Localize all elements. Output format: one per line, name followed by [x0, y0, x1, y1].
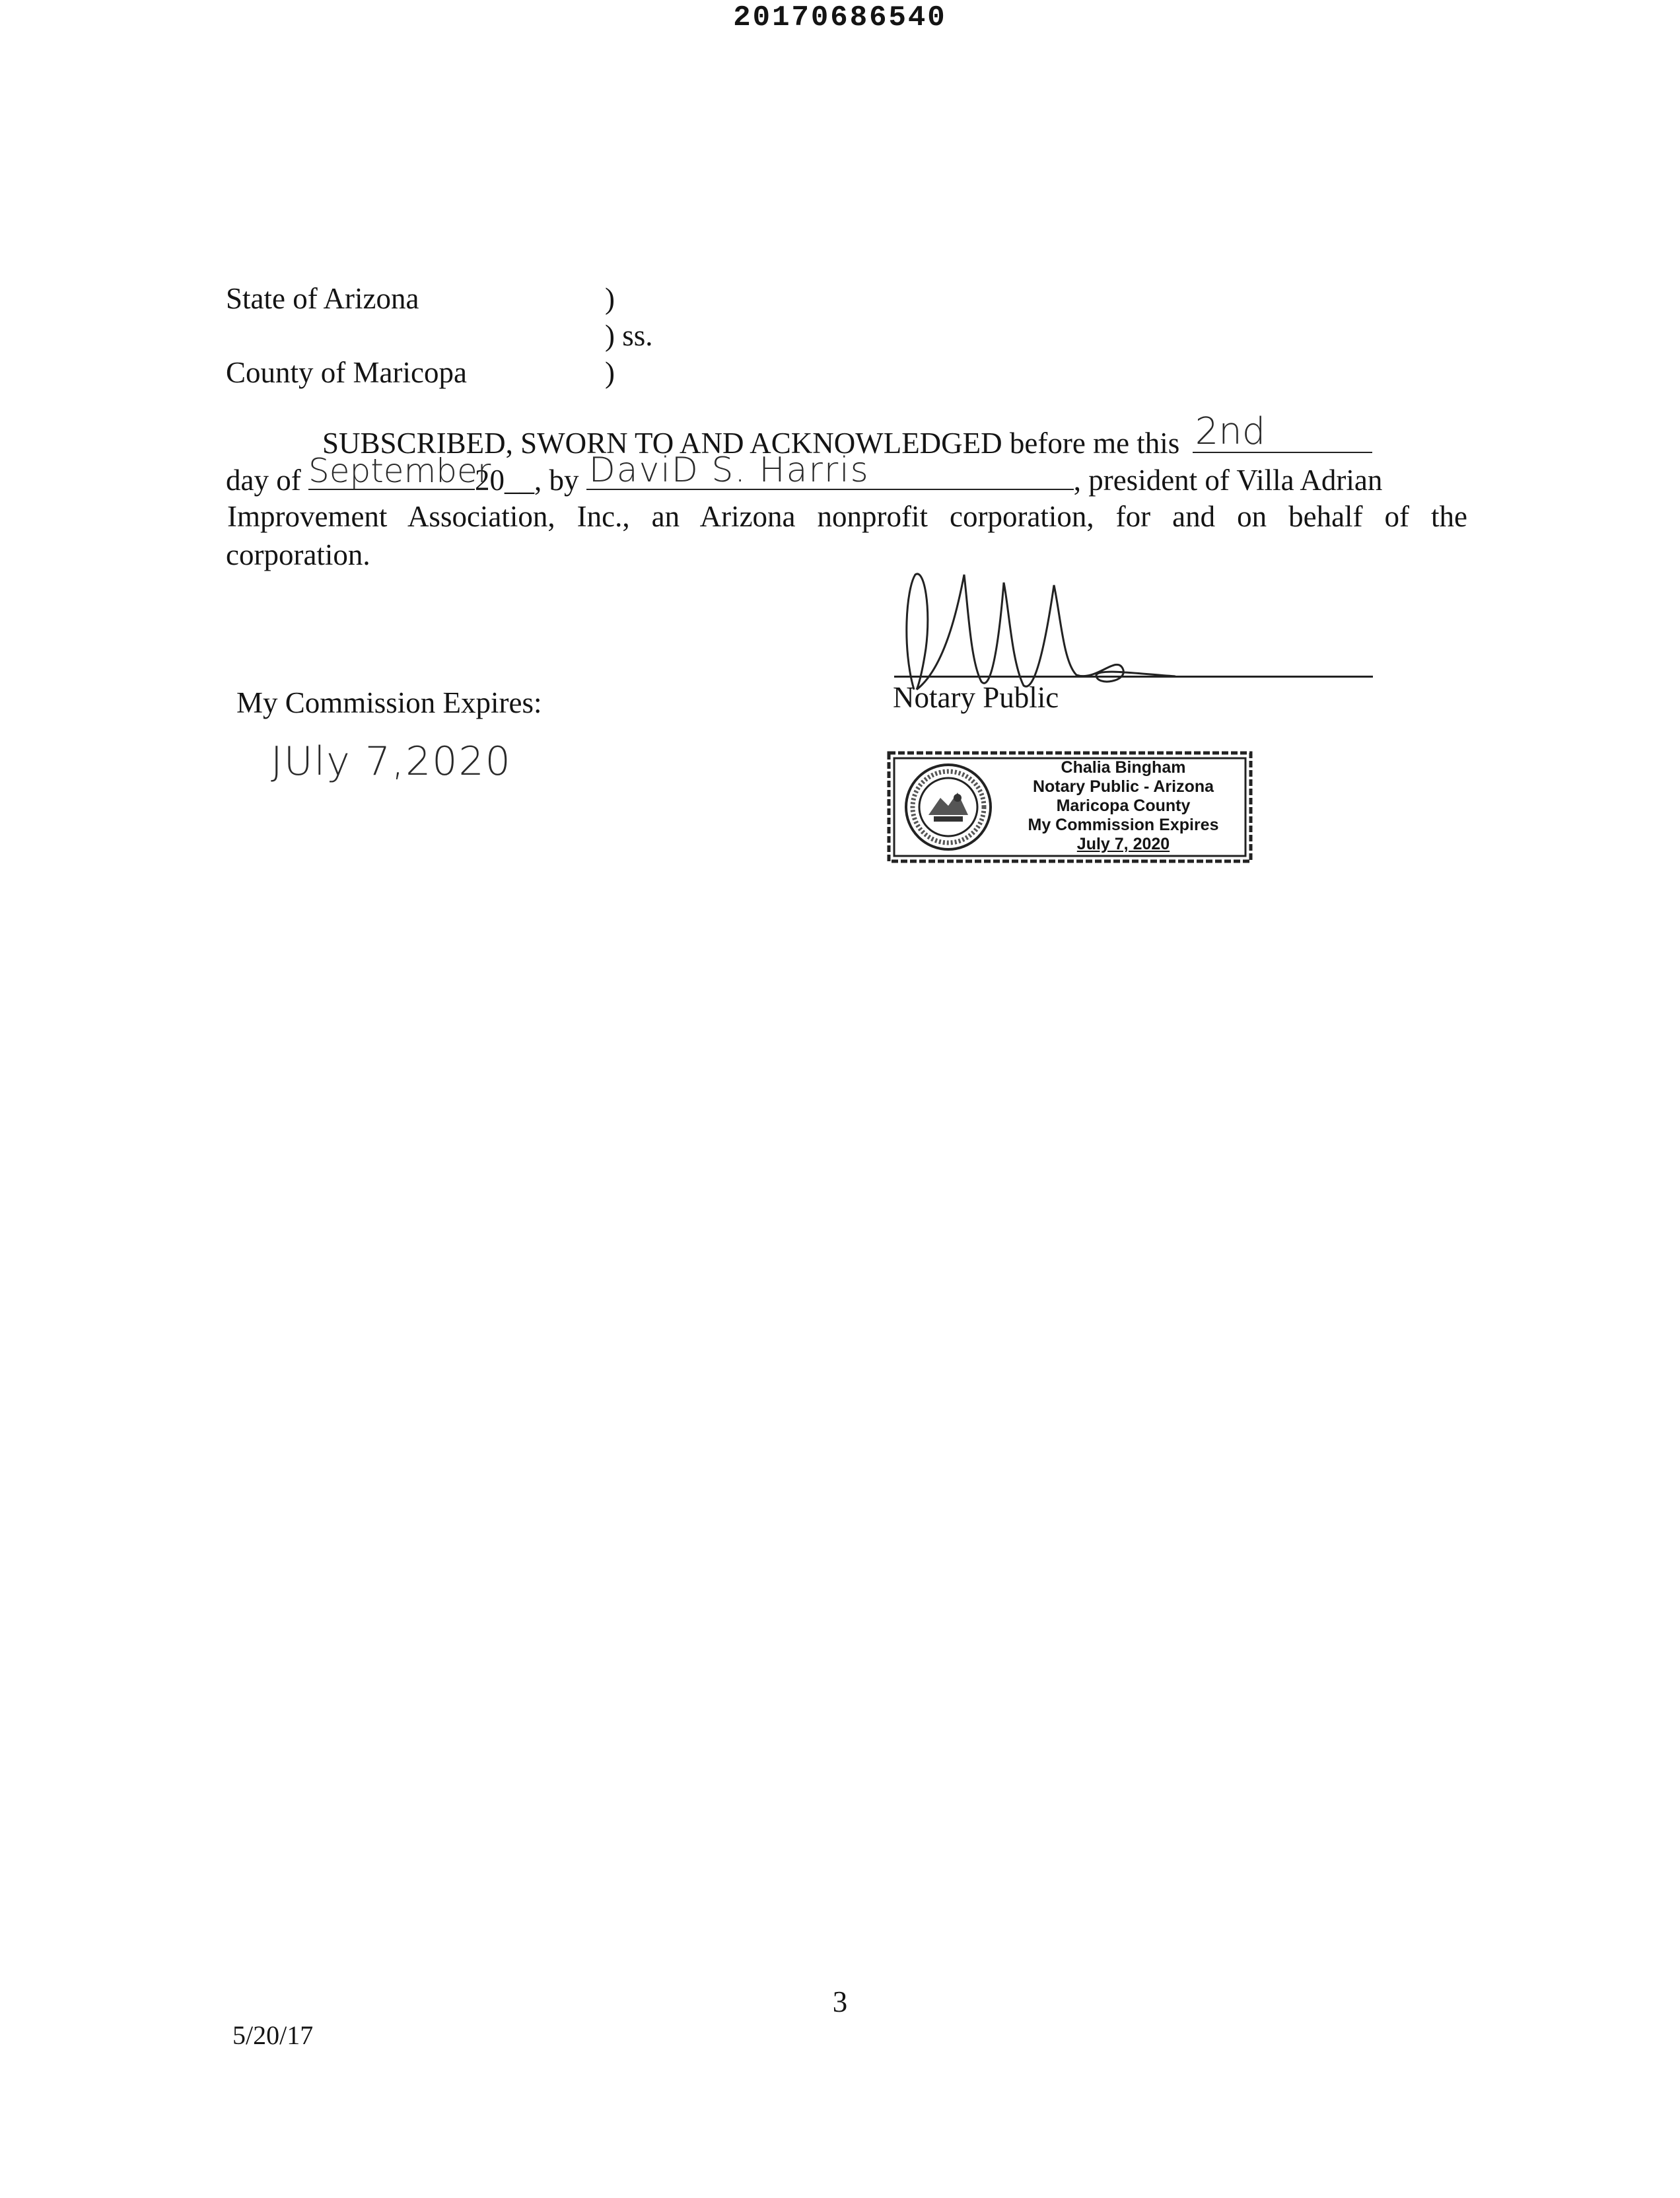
venue-paren-1: )	[605, 282, 615, 315]
revision-date: 5/20/17	[232, 2020, 314, 2050]
day-blank	[1193, 410, 1372, 453]
seal-text-block	[1001, 758, 1245, 854]
day-of-label: day of	[226, 464, 301, 497]
document-number: 20170686540	[733, 1, 947, 34]
notary-public-label: Notary Public	[893, 681, 1059, 714]
seal-notary-name: Chalia Bingham	[1061, 758, 1186, 777]
day-handwritten: 2nd	[1195, 410, 1266, 453]
venue-county: County of Maricopa	[226, 356, 467, 389]
acknowledgment-line-4: corporation.	[226, 538, 370, 571]
name-handwritten: DaviD S. Harris	[588, 450, 870, 490]
month-blank	[308, 452, 491, 490]
venue-paren-ss: ) ss.	[605, 319, 653, 352]
notary-seal	[885, 749, 1255, 865]
acknowledgment-line-3: Improvement Association, Inc., an Arizona nonprofit corporation, for and on behalf of the	[227, 500, 1467, 533]
name-blank	[586, 450, 1074, 490]
venue-paren-3: )	[605, 356, 615, 389]
acknowledgment-heading: SUBSCRIBED, SWORN TO AND ACKNOWLEDGED before me this	[322, 427, 1180, 460]
arizona-state-seal-icon	[902, 761, 995, 853]
year-label: 20__, by	[474, 464, 579, 497]
signature-line	[894, 676, 1373, 678]
venue-state: State of Arizona	[226, 282, 419, 315]
acknowledgment-line-2	[226, 450, 1467, 497]
president-text: , president of Villa Adrian	[1073, 464, 1383, 497]
seal-commission-date: July 7, 2020	[1076, 835, 1170, 853]
month-handwritten: September	[308, 452, 491, 490]
commission-expires-label: My Commission Expires:	[236, 686, 542, 719]
seal-title: Notary Public - Arizona	[1032, 777, 1214, 796]
commission-date-handwritten: JUly 7,2020	[271, 738, 512, 785]
seal-county: Maricopa County	[1056, 797, 1191, 815]
page-number: 3	[832, 1985, 848, 2018]
seal-commission-label: My Commission Expires	[1028, 816, 1219, 834]
